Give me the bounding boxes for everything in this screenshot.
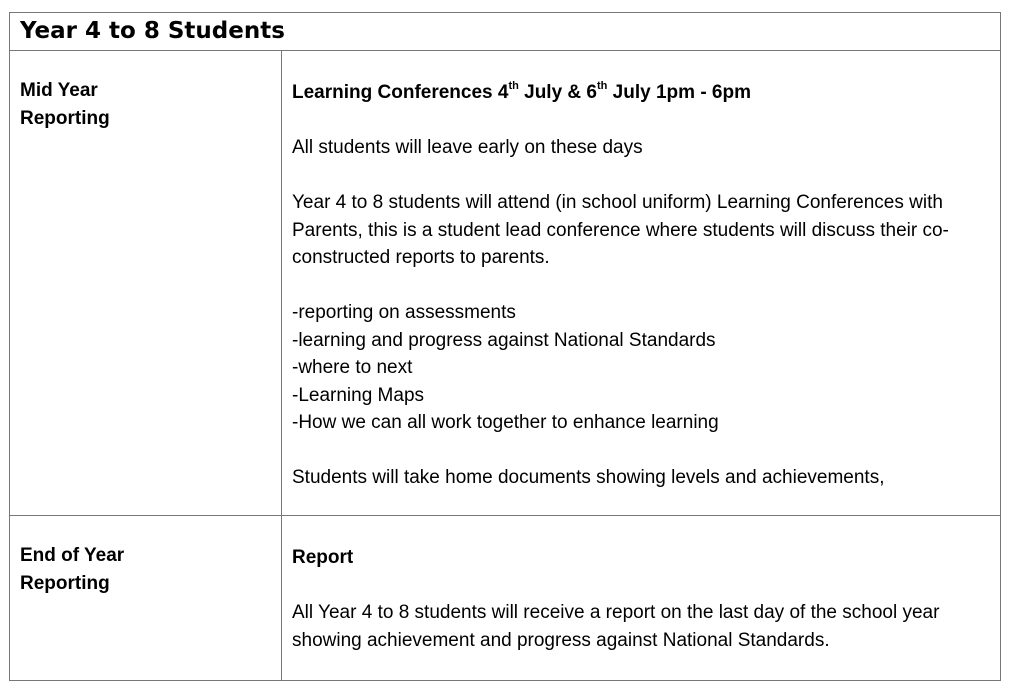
- row-label: [20, 542, 270, 598]
- paragraph: All students will leave early on these days: [292, 137, 643, 158]
- section-heading: Report: [292, 547, 354, 568]
- paragraph-line: Year 4 to 8 students will attend (in school uniform) Learning Conferences with: [292, 192, 943, 213]
- list-item: -How we can all work together to enhance learning: [292, 412, 719, 433]
- row-content: [292, 79, 992, 492]
- reporting-table: [9, 12, 1001, 681]
- heading-text: Learning Conferences 4: [292, 82, 509, 103]
- paragraph-line: All Year 4 to 8 students will receive a report on the last day of the school year: [292, 602, 940, 623]
- row-label-line: Reporting: [20, 108, 110, 129]
- ordinal-suffix: th: [597, 79, 608, 92]
- column-divider: [281, 516, 282, 680]
- paragraph-line: Parents, this is a student lead conference where students will discuss their co-: [292, 219, 949, 241]
- row-label-line: Reporting: [20, 573, 110, 594]
- list-item: -where to next: [292, 357, 413, 378]
- table-row: [10, 51, 1000, 516]
- row-label-line: End of Year: [20, 545, 125, 566]
- paragraph-line: constructed reports to parents.: [292, 247, 550, 268]
- ordinal-suffix: th: [508, 79, 519, 92]
- table-title: Year 4 to 8 Students: [20, 18, 285, 44]
- paragraph-line: showing achievement and progress against National Standards.: [292, 629, 830, 651]
- table-row: [10, 516, 1000, 680]
- list-item: -reporting on assessments: [292, 302, 516, 323]
- row-label: [20, 77, 270, 133]
- list-item: -Learning Maps: [292, 384, 425, 406]
- heading-text: July 1pm - 6pm: [607, 82, 751, 103]
- section-heading: [292, 79, 992, 107]
- paragraph: Students will take home documents showing levels and achievements,: [292, 467, 885, 488]
- list-item: -learning and progress against National Standards: [292, 329, 716, 351]
- table-title-row: [10, 13, 1000, 51]
- row-label-line: Mid Year: [20, 80, 98, 101]
- column-divider: [281, 51, 282, 515]
- row-content: [292, 544, 992, 654]
- heading-text: July & 6: [518, 82, 597, 103]
